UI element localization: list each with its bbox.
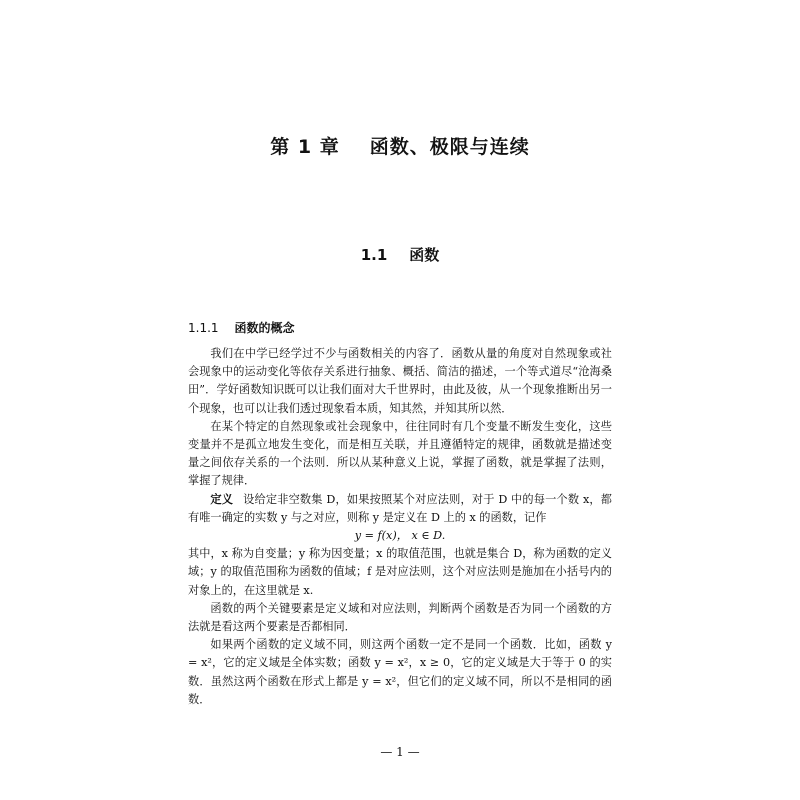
subsection-name: 函数的概念	[234, 321, 295, 335]
paragraph-variables: 在某个特定的自然现象或社会现象中，往往同时有几个变量不断发生变化，这些变量并不是孤立地发生变化，而是相互关联，并且遵循特定的规律，函数就是描述变量之间依存关系的一个法则．所以从某种意义上说，掌握了函数，就是掌握了法则，掌握了规律．	[188, 419, 612, 488]
subsection-title	[188, 319, 295, 336]
paragraph-domain-example: 如果两个函数的定义域不同，则这两个函数一定不是同一个函数．比如，函数 y = x²，它的定义域是全体实数；函数 y = x²，x ≥ 0，它的定义域是大于等于 0 的实数．虽然这两个函数在形式上都是 y = x²，但它们的定义域不同，所以不是相同的函数．	[188, 638, 612, 706]
definition-label: 定义	[210, 492, 234, 506]
page-number: — 1 —	[380, 745, 420, 759]
definition-text: 设给定非空数集 D，如果按照某个对应法则，对于 D 中的每一个数 x，都有唯一确定的实数 y 与之对应，则称 y 是定义在 D 上的 x 的函数，记作	[188, 492, 612, 524]
section-title	[0, 244, 800, 265]
body-text	[188, 345, 612, 709]
chapter-number: 第 1 章	[270, 136, 340, 158]
definition-paragraph	[188, 491, 612, 527]
paragraph-terms: 其中，x 称为自变量；y 称为因变量；x 的取值范围，也就是集合 D，称为函数的定义域；y 的取值范围称为函数的值域；f 是对应法则，这个对应法则是施加在小括号内的对象上的，在这里就是 x.	[188, 547, 612, 597]
section-name: 函数	[409, 246, 440, 264]
subsection-number: 1.1.1	[188, 321, 219, 335]
paragraph-key-elements: 函数的两个关键要素是定义域和对应法则，判断两个函数是否为同一个函数的方法就是看这两个要素是否都相同．	[188, 601, 612, 634]
function-formula: y = f(x)， x ∈ D.	[354, 529, 446, 543]
section-number: 1.1	[360, 246, 388, 264]
chapter-name: 函数、极限与连续	[369, 136, 530, 158]
paragraph-intro: 我们在中学已经学过不少与函数相关的内容了．函数从量的角度对自然现象或社会现象中的运动变化等依存关系进行抽象、概括、简洁的描述，一个等式道尽“沧海桑田”．学好函数知识既可以让我们面对大千世界时，由此及彼，从一个现象推断出另一个现象，也可以让我们透过现象看本质，知其然，并知其所以然．	[188, 347, 612, 415]
chapter-title	[0, 132, 800, 159]
